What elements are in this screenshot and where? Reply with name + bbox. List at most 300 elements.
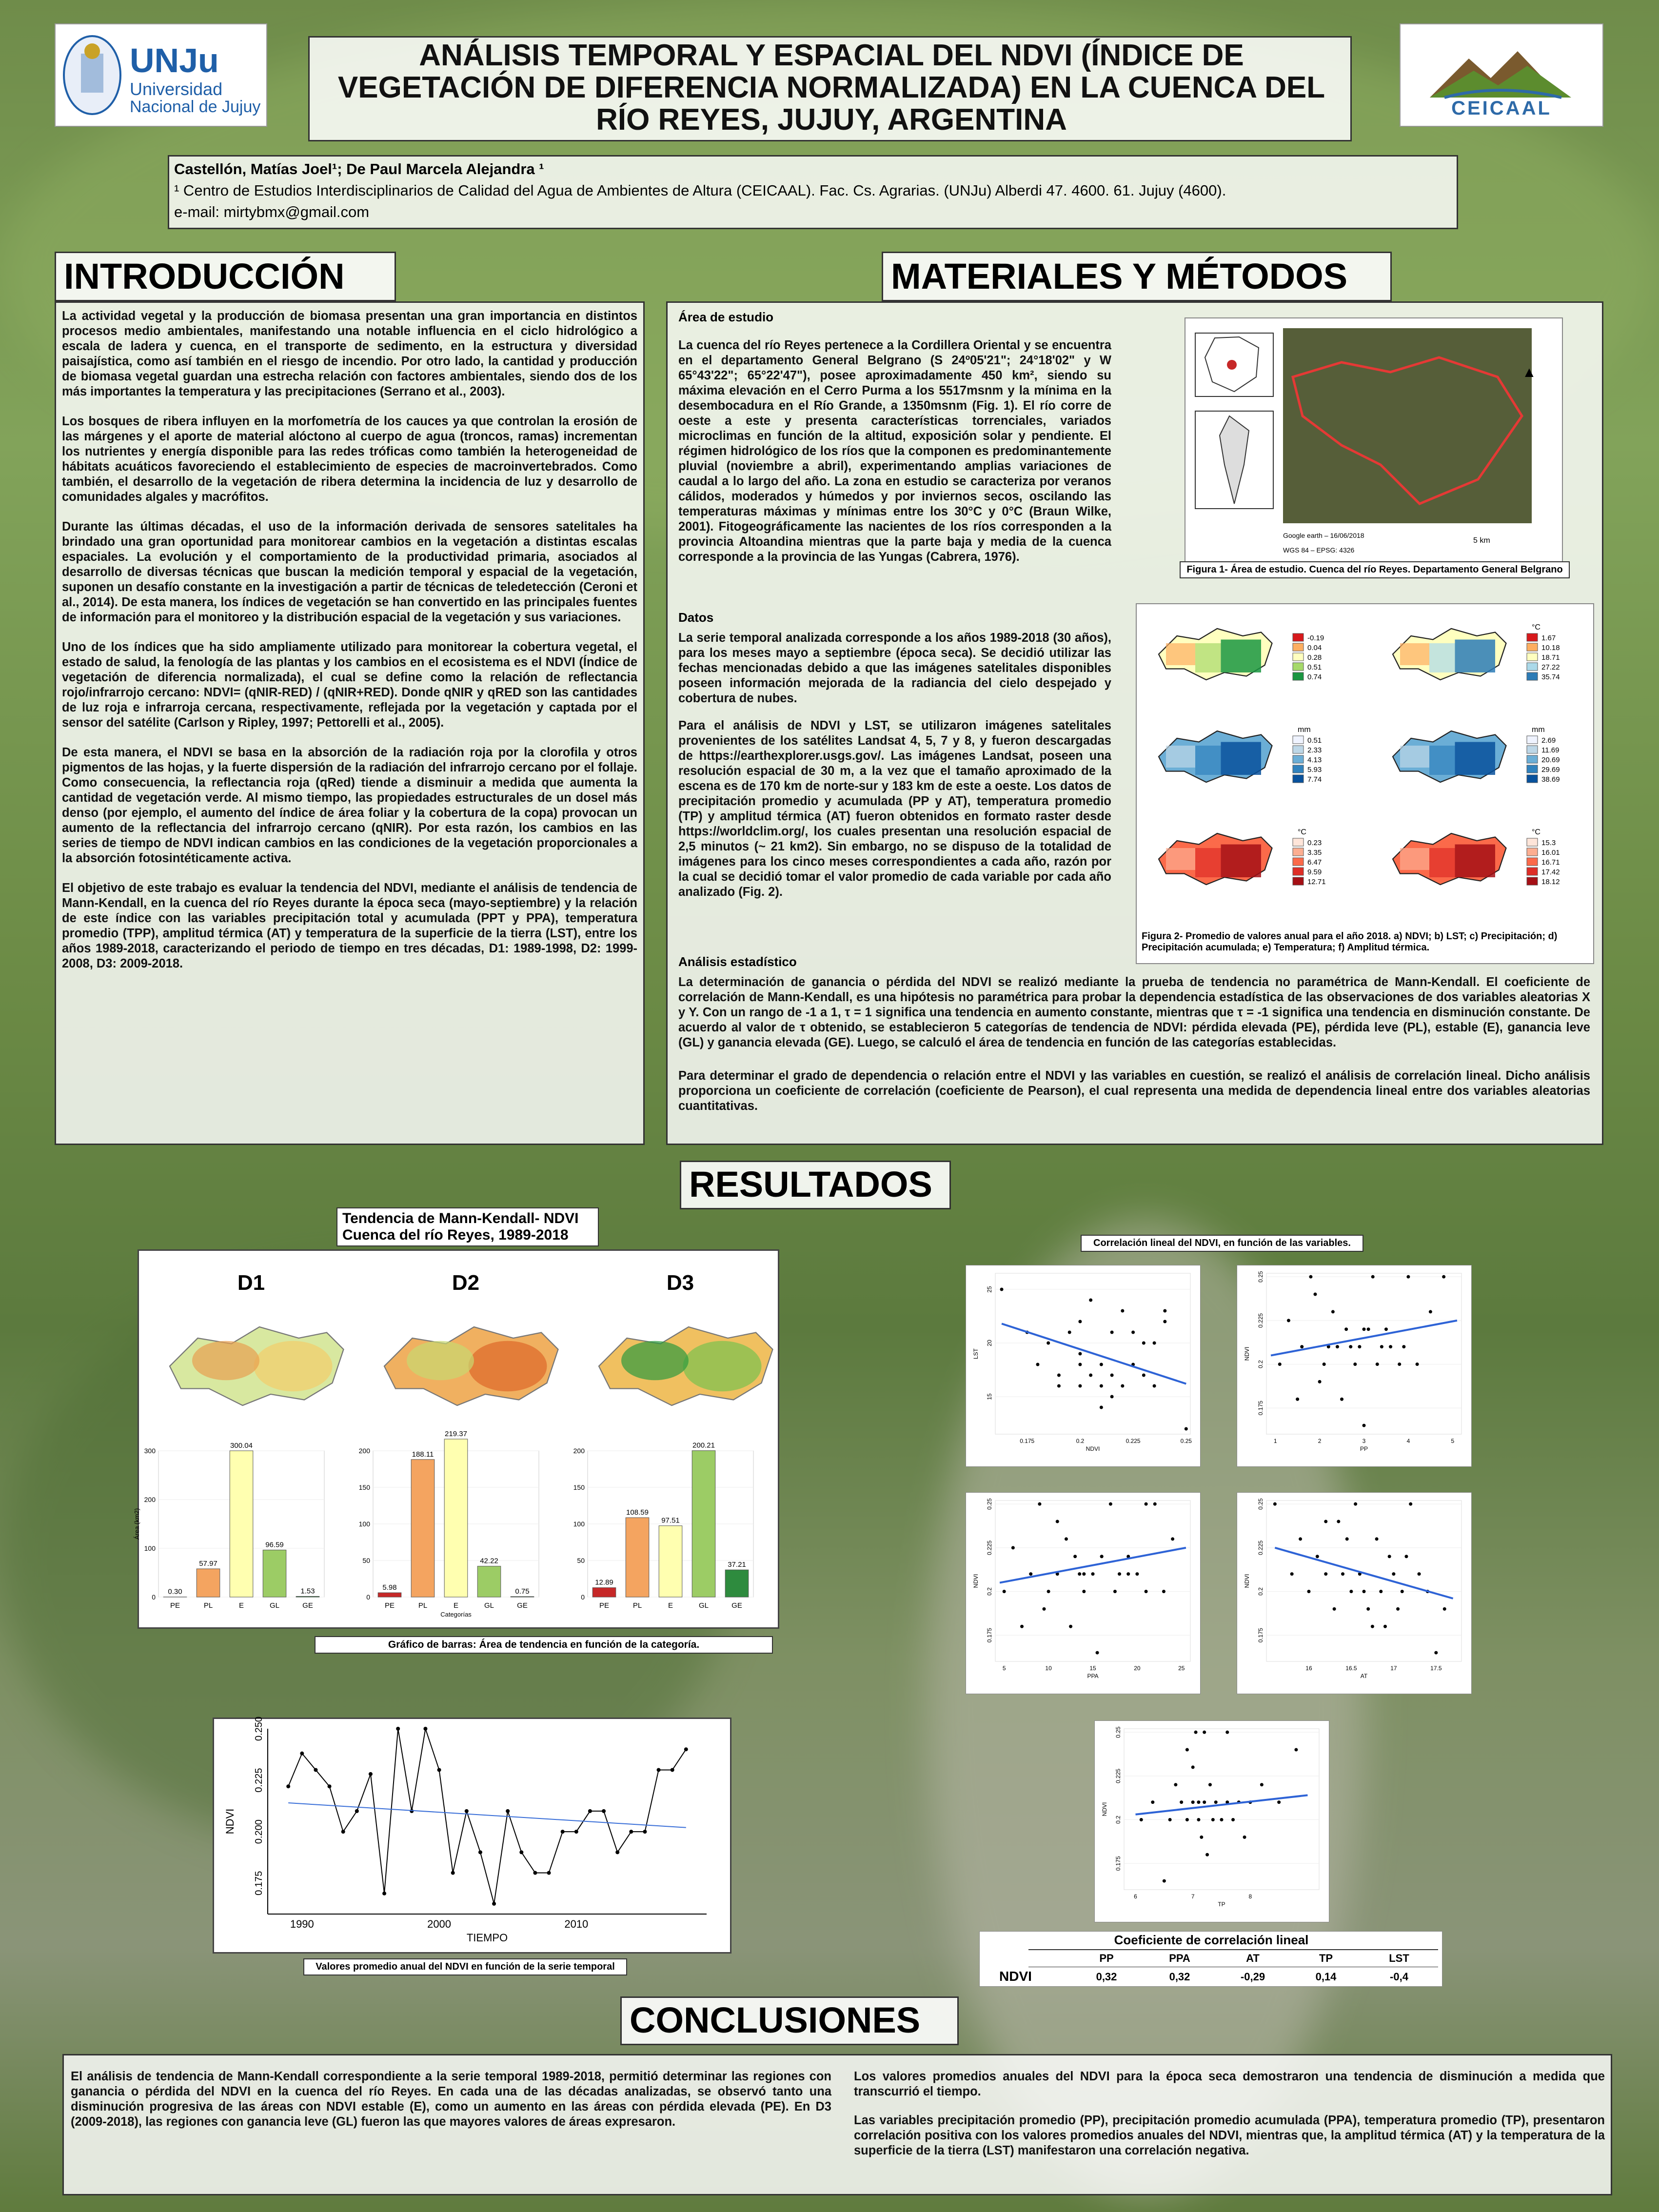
fig2-legend-swatch — [1293, 877, 1304, 885]
scatter-point — [1323, 1363, 1326, 1366]
scatter-point — [1363, 1327, 1366, 1331]
scatter-point — [1151, 1800, 1154, 1804]
bar-value-label: 42.22 — [480, 1557, 498, 1565]
scatter-point — [1110, 1331, 1114, 1334]
scatter-point — [1225, 1731, 1229, 1734]
bar-ytick: 200 — [573, 1447, 585, 1455]
scatter-point — [1220, 1818, 1224, 1821]
scatter-point — [1388, 1555, 1391, 1558]
fig2-legend-label: 0.51 — [1307, 736, 1322, 745]
bar-value-label: 0.75 — [515, 1587, 530, 1596]
ts-point — [355, 1809, 359, 1813]
fig2-fill-c-1 — [1400, 643, 1429, 665]
results-heading: RESULTADOS — [680, 1161, 951, 1209]
scatter-point — [1287, 1319, 1290, 1322]
fig2-legend-label: 20.69 — [1541, 756, 1560, 764]
fig2-fill-a-2 — [1221, 742, 1262, 775]
mk-bar-charts — [133, 1430, 779, 1626]
scatter-xtick: 15 — [1089, 1665, 1096, 1672]
intro-paragraph-6: El objetivo de este trabajo es evaluar la tendencia del NDVI, mediante el análisis de tendencia de Mann-Kendall, en la cuenca del río Reyes durante la época seca (mayo-septiembre) y la relación de este índice con las variables precipitación total y acumulada (PPT y PPA), temperatura promedio (TPP), amplitud térmica (AT) y temperatura de la superficie de la tierra (LST), entre los años 1989-2018, caracterizando el periodo de tiempo en tres décadas, D1: 1989-1998, D2: 1999-2008, D3: 2009-2018. — [62, 881, 637, 970]
ts-point — [588, 1809, 592, 1813]
scatter-point — [1038, 1502, 1041, 1506]
ts-point — [300, 1752, 304, 1756]
scatter-point — [1384, 1327, 1388, 1331]
corr-value-at: -0,29 — [1240, 1971, 1265, 1983]
scatter-plot-area — [995, 1501, 1190, 1661]
bar-value-label: 108.59 — [626, 1508, 649, 1517]
scatter-xlabel: PPA — [1087, 1673, 1099, 1679]
title-box — [308, 36, 1352, 141]
fig2-fill-b-4 — [1195, 848, 1221, 877]
bar-D1-PL — [197, 1569, 220, 1597]
scatter-point — [1401, 1590, 1404, 1593]
fig2-legend-swatch — [1527, 672, 1538, 680]
fig1-scale: 5 km — [1473, 536, 1490, 545]
scatter-point — [1383, 1625, 1387, 1628]
decade-label-D2: D2 — [452, 1271, 480, 1295]
scatter-point — [1078, 1363, 1082, 1366]
bar-ytick: 300 — [144, 1447, 156, 1455]
ts-ytick: 0.175 — [254, 1871, 264, 1896]
ts-point — [533, 1871, 537, 1875]
fig2-legend-label: 38.69 — [1541, 775, 1560, 784]
fig2-fill-b-0 — [1195, 643, 1221, 672]
scatter-point — [1011, 1546, 1015, 1549]
bar-category-label: GL — [269, 1601, 280, 1610]
bar-ytick: 100 — [573, 1520, 585, 1528]
fig2-legend-label: 16.71 — [1541, 858, 1560, 867]
fig2-legend-label: 18.71 — [1541, 653, 1560, 662]
ts-point — [657, 1768, 661, 1772]
conclusions-box — [62, 2054, 1612, 2195]
fig2-legend-label: 15.3 — [1541, 839, 1556, 847]
corr-header-lst: LST — [1389, 1952, 1409, 1964]
scatter-point — [1153, 1384, 1156, 1388]
ts-point — [465, 1809, 469, 1813]
ndvi-timeseries-chart — [214, 1716, 731, 1953]
scatter-point — [1000, 1288, 1004, 1291]
scatter-ylabel: NDVI — [972, 1574, 979, 1588]
bar-D2-GL — [477, 1566, 501, 1597]
fig2-legend-label: 10.18 — [1541, 644, 1560, 652]
intro-paragraph-3: Durante las últimas décadas, el uso de la información derivada de sensores satelitales ha brindado una gran oportunidad para monitorear cambios en la vegetación a distintas escalas espaciales. La evolución y el comportamiento de la productividad primaria, asociados al desarrollo de diversas técnicas que buscan la medición temporal y espacial de la vegetación, suponen un desafío constante en la investigación a partir de técnicas de teledetección (Ceroni et al., 2014). De esta manera, los índices de vegetación se han convertido en las principales fuentes de información para el monitoreo y la distribución espacial de la vegetación y sus variaciones. — [62, 520, 637, 624]
bar-ytick: 150 — [573, 1483, 585, 1491]
fig2-fill-b-3 — [1429, 746, 1455, 775]
scatter-ytick: 0.2 — [1257, 1587, 1264, 1596]
ts-point — [684, 1747, 688, 1751]
fig2-legend-label: 0.23 — [1307, 839, 1322, 847]
fig2-legend-swatch — [1527, 653, 1538, 661]
bar-ytick: 0 — [581, 1593, 585, 1601]
scatter-point — [1082, 1572, 1086, 1576]
scatter-ytick: 0.25 — [1257, 1271, 1264, 1283]
fig2-fill-a-3 — [1455, 742, 1496, 775]
scatter-point — [1380, 1345, 1383, 1348]
scatter-xtick: 16 — [1305, 1665, 1312, 1672]
scatter-point — [1340, 1398, 1343, 1401]
intro-paragraph-1: La actividad vegetal y la producción de biomasa presentan una gran importancia en distintos procesos medio ambientales, manifestando una notable influencia en el ciclo hidrológico a escala de ladera y cuenca, en el transporte de sedimento, en la estructura y diversidad paisajística, como así también en el riesgo de incendio. Por otro lado, la cantidad y producción de biomasa vegetal guardan una estrecha relación con factores ambientales, siendo dos de los más importantes la temperatura y las precipitaciones (Serrano et al., 2003). — [62, 309, 637, 398]
scatter-xtick: 6 — [1134, 1893, 1137, 1900]
fig2-legend-swatch — [1527, 877, 1538, 885]
scatter-point — [1065, 1537, 1068, 1540]
scatter-xtick: 8 — [1248, 1893, 1252, 1900]
fig2-legend-label: 4.13 — [1307, 756, 1322, 764]
scatter-point — [1214, 1800, 1218, 1804]
unju-logo — [55, 23, 267, 127]
scatter-point — [1379, 1590, 1382, 1593]
scatter-xtick: 0.225 — [1126, 1438, 1141, 1444]
bar-category-label: E — [238, 1601, 244, 1610]
bar-D3-PE — [592, 1588, 616, 1597]
scatter-point — [1307, 1590, 1310, 1593]
scatter-point — [1082, 1590, 1086, 1593]
scatter-xlabel: TP — [1218, 1901, 1225, 1908]
scatter-ytick: 0.225 — [1257, 1313, 1264, 1328]
bar-category-label: GL — [484, 1601, 494, 1610]
scatter-point — [1020, 1625, 1024, 1628]
fig2-fill-b-2 — [1195, 746, 1221, 775]
scatter-point — [1089, 1299, 1092, 1302]
scatter-point — [1197, 1800, 1200, 1804]
ts-point — [561, 1830, 565, 1834]
page-title: ANÁLISIS TEMPORAL Y ESPACIAL DEL NDVI (ÍNDICE DE VEGETACIÓN DE DIFERENCIA NORMALIZADA) EN LA CUENCA DEL RÍO REYES, JUJUY, ARGENTINA — [337, 39, 1325, 137]
mk-title: Tendencia de Mann-Kendall- NDVI Cuenca del río Reyes, 1989-2018 — [336, 1207, 599, 1246]
conclusion-left: El análisis de tendencia de Mann-Kendall correspondiente a la serie temporal 1989-2018, permitió determinar las regiones con ganancia o pérdida del NDVI en la cuenca del río Reyes. En cada una de las décadas analizadas, se observó tanto una disminución progresiva de las áreas con NDVI estable (E), como un aumento en las áreas con pérdida elevada (PE). En D3 (2009-2018), las regiones con ganancia leve (GL) fueron las que mayores valores de áreas expresaron. — [71, 2070, 831, 2129]
scatter-plot-area — [1266, 1501, 1462, 1661]
scatter-point — [1290, 1572, 1294, 1576]
fig2-map-2 — [1159, 731, 1272, 782]
fig2-map-5 — [1393, 833, 1506, 885]
fig2-legend-swatch — [1527, 775, 1538, 783]
fig2-legend-label: 35.74 — [1541, 673, 1560, 681]
bar-D3-GE — [725, 1570, 749, 1597]
scatter-ytick: 0.175 — [1257, 1401, 1264, 1416]
scatter-xtick: 5 — [1002, 1665, 1006, 1672]
fig2-legend-label: 6.47 — [1307, 858, 1322, 867]
scatter-point — [1273, 1502, 1277, 1506]
ts-xlabel: TIEMPO — [466, 1932, 508, 1944]
ts-point — [369, 1772, 373, 1776]
bar-category-label: PL — [203, 1601, 213, 1610]
affiliation: ¹ Centro de Estudios Interdisciplinarios de Calidad del Agua de Ambientes de Altura (CEICAAL). Fac. Cs. Agrarias. (UNJu) Alberdi 47. 4600. 61. Jujuy (4600). — [174, 182, 1226, 199]
ts-point — [506, 1809, 510, 1813]
scatter-point — [1300, 1345, 1304, 1348]
scatter-point — [1110, 1395, 1114, 1399]
scatter-ytick: 0.25 — [986, 1498, 993, 1510]
ts-point — [492, 1902, 496, 1906]
scatter-point — [1404, 1555, 1408, 1558]
fig2-legend-label: -0.19 — [1307, 634, 1324, 642]
scatter-point — [1100, 1384, 1103, 1388]
scatter-point — [1349, 1590, 1353, 1593]
scatter-point — [1416, 1363, 1419, 1366]
scatter-point — [1208, 1783, 1212, 1786]
scatter-ytick: 0.2 — [986, 1587, 993, 1596]
scatter-point — [1109, 1502, 1112, 1506]
fig2-legend-label: 18.12 — [1541, 878, 1560, 886]
decade-label-D3: D3 — [666, 1271, 694, 1295]
scatter-tp — [1094, 1720, 1329, 1922]
scatter-point — [1194, 1731, 1198, 1734]
fig2-legend-label: 0.51 — [1307, 663, 1322, 672]
scatter-point — [1163, 1309, 1166, 1313]
ts-ytick: 0.200 — [254, 1819, 264, 1844]
fig1-credit: Google earth – 16/06/2018 — [1283, 532, 1364, 539]
scatter-xtick: 0.25 — [1180, 1438, 1192, 1444]
stats-text-1: La determinación de ganancia o pérdida del NDVI se realizó mediante la prueba de tendencia no paramétrica de Mann-Kendall. El coeficiente de correlación de Mann-Kendall, es una hipótesis no paramétrica para probar la dependencia estadística de las observaciones de dos variables aleatorias X y Y. Con un rango de -1 a 1, τ = 1 significa una tendencia en aumento constante, mientras que τ = -1 significa una tendencia en disminución constante. De acuerdo al valor de τ obtenido, se establecieron 5 categorías de tendencia de NDVI: pérdida elevada (PE), pérdida leve (PL), estable (E), ganancia leve (GL) y ganancia elevada (GE). Luego, se calculó el área de tendencia en función de las categorías establecidas. — [678, 975, 1590, 1049]
scatter-point — [1163, 1879, 1166, 1883]
corr-value-pp: 0,32 — [1096, 1971, 1117, 1983]
fig2-legend-swatch — [1293, 653, 1304, 661]
scatter-point — [1089, 1374, 1092, 1377]
scatter-point — [1203, 1800, 1206, 1804]
fig2-legend-swatch — [1293, 868, 1304, 875]
fig2-map-4 — [1159, 833, 1272, 885]
bar-category-label: PE — [170, 1601, 180, 1610]
fig2-legend-swatch — [1293, 663, 1304, 671]
scatter-point — [1056, 1520, 1059, 1523]
scatter-point — [1371, 1275, 1375, 1279]
corr-value-tp: 0,14 — [1315, 1971, 1337, 1983]
scatter-point — [1316, 1555, 1319, 1558]
fig2-legend-swatch — [1293, 633, 1304, 641]
bar-D1-GL — [263, 1550, 286, 1597]
fig2-legend-label: 2.33 — [1307, 746, 1322, 754]
scatter-point — [1203, 1731, 1206, 1734]
figure-2-maps — [1137, 604, 1593, 916]
bar-xlabel: Categorías — [440, 1611, 472, 1618]
fig2-legend-swatch — [1293, 858, 1304, 866]
scatter-point — [1243, 1836, 1246, 1839]
scatter-xtick: 7 — [1191, 1893, 1195, 1900]
fig2-legend-swatch — [1527, 736, 1538, 744]
scatter-xtick: 0.175 — [1020, 1438, 1035, 1444]
fig2-legend-label: 5.93 — [1307, 766, 1322, 774]
fig2-fill-a-5 — [1455, 845, 1496, 878]
fig2-fill-b-1 — [1429, 643, 1455, 672]
scatter-point — [1100, 1363, 1103, 1366]
fig2-fill-c-3 — [1400, 746, 1429, 768]
decade-label-D1: D1 — [237, 1271, 265, 1295]
fig2-legend-label: 0.04 — [1307, 644, 1322, 652]
scatter-point — [1231, 1818, 1235, 1821]
scatter-point — [1078, 1352, 1082, 1356]
scatter-point — [1324, 1572, 1327, 1576]
bar-value-label: 219.37 — [445, 1430, 467, 1438]
fig2-legend-unit-2: mm — [1298, 726, 1311, 734]
scatter-point — [1073, 1555, 1077, 1558]
fig2-fill-b-5 — [1429, 848, 1455, 877]
scatter-point — [1191, 1765, 1195, 1769]
mk-zone-a-D3 — [683, 1341, 762, 1392]
scatter-point — [1171, 1537, 1174, 1540]
fig2-legend-swatch — [1527, 633, 1538, 641]
ts-point — [547, 1871, 551, 1875]
scatter-point — [1121, 1384, 1124, 1388]
scatter-point — [1078, 1572, 1081, 1576]
bar-D3-E — [659, 1526, 682, 1597]
scatter-point — [1389, 1345, 1392, 1348]
datos-text-2: Para el análisis de NDVI y LST, se utilizaron imágenes satelitales provenientes de los satélites Landsat 4, 5, 7 y 8, y fueron descargadas de https://earthexplorer.usgs.gov/. Las imágenes Landsat, poseen una resolución espacial de 30 m, a la vez que el tamaño aproximado de la escena es de 170 km de norte-sur y 183 km de este a oeste. Los datos de precipitación promedio y acumulada (PP y AT), temperatura promedio (TP) y amplitud térmica (AT) fueron obtenidos en formato raster desde https://worldclim.org/, los cuales presentan una resolución espacial de 2,5 minutos (~ 21 km2). Sin embargo, no se dispuso de la totalidad de imágenes para los cinco meses correspondientes a cada año, razón por la cual se decidió tomar el valor promedio de cada variable por cada año analizado (Fig. 2). — [678, 719, 1111, 899]
scatter-point — [1185, 1818, 1189, 1821]
scatter-point — [1211, 1818, 1215, 1821]
scatter-point — [1363, 1590, 1366, 1593]
datos-text-1: La serie temporal analizada corresponde a los años 1989-2018 (30 años), para los meses mayo a septiembre (época seca). Se decidió utilizar las fechas mencionadas debido a que las imágenes satelitales disponibles poseen información mejorada de la radiancia del cielo despejado y cobertura de nubes. — [678, 631, 1111, 705]
bar-value-label: 12.89 — [595, 1578, 613, 1587]
scatter-point — [1345, 1537, 1349, 1540]
scatter-point — [1371, 1625, 1374, 1628]
mk-map-D2 — [384, 1327, 558, 1405]
bar-caption: Gráfico de barras: Área de tendencia en función de la categoría. — [315, 1636, 773, 1654]
bar-category-label: GL — [698, 1601, 709, 1610]
fig2-map-0 — [1159, 629, 1272, 680]
fig2-legend-swatch — [1293, 775, 1304, 783]
scatter-xtick: 20 — [1134, 1665, 1141, 1672]
scatter-point — [1096, 1651, 1099, 1655]
fig2-fill-c-0 — [1166, 643, 1195, 665]
fig1-crs: WGS 84 – EPSG: 4326 — [1283, 546, 1355, 554]
scatter-plot-area — [1266, 1273, 1462, 1434]
scatter-xtick: 5 — [1451, 1438, 1455, 1444]
scatter-point — [1191, 1800, 1195, 1804]
scatter-ylabel: NDVI — [1244, 1346, 1250, 1361]
scatter-xtick: 2 — [1318, 1438, 1322, 1444]
scatter-point — [1100, 1406, 1103, 1409]
scatter-point — [1318, 1380, 1322, 1383]
bar-ytick: 0 — [366, 1593, 370, 1601]
scatter-xlabel: AT — [1360, 1673, 1368, 1679]
scatter-xtick: 17 — [1390, 1665, 1397, 1672]
bar-D3-PL — [626, 1518, 649, 1597]
intro-box — [55, 301, 645, 1145]
scatter-ytick: 15 — [986, 1393, 993, 1400]
scatter-point — [1069, 1625, 1072, 1628]
ts-point — [341, 1830, 345, 1834]
bar-D3-GL — [692, 1451, 715, 1597]
ts-point — [423, 1727, 427, 1731]
scatter-point — [1375, 1537, 1379, 1540]
north-arrow-icon: ▲ — [1522, 364, 1537, 380]
scatter-point — [1036, 1363, 1039, 1366]
scatter-point — [1409, 1502, 1412, 1506]
scatter-point — [1174, 1783, 1177, 1786]
ts-point — [314, 1768, 317, 1772]
mk-map-D1 — [170, 1327, 344, 1405]
scatter-ytick: 0.175 — [1115, 1856, 1122, 1871]
scatter-xtick: 16.5 — [1345, 1665, 1357, 1672]
scatter-ytick: 0.225 — [1115, 1768, 1122, 1783]
figure-1-map — [1185, 317, 1563, 566]
bar-category-label: PE — [384, 1601, 395, 1610]
fig2-legend-label: 7.74 — [1307, 775, 1322, 784]
scatter-point — [1140, 1818, 1143, 1821]
ts-point — [574, 1830, 578, 1834]
bar-ytick: 100 — [358, 1520, 370, 1528]
fig2-legend-swatch — [1527, 848, 1538, 856]
bar-value-label: 57.97 — [199, 1560, 217, 1568]
scatter-point — [1331, 1310, 1335, 1313]
conclusion-right-1: Los valores promedios anuales del NDVI para la época seca demostraron una tendencia de disminución a medida que transcurrió el tiempo. — [854, 2070, 1605, 2098]
scatter-point — [1309, 1275, 1312, 1279]
conclusions-heading: CONCLUSIONES — [620, 1996, 959, 2045]
bar-value-label: 0.30 — [168, 1587, 182, 1596]
unju-logo-line1: Universidad — [130, 79, 223, 99]
scatter-point — [1153, 1502, 1157, 1506]
scatter-point — [1205, 1853, 1209, 1856]
scatter-point — [1363, 1424, 1366, 1427]
mann-kendall-panel — [133, 1249, 779, 1650]
bar-category-label: E — [668, 1601, 673, 1610]
scatter-xtick: 25 — [1178, 1665, 1185, 1672]
bar-value-label: 300.04 — [230, 1441, 253, 1450]
scatter-xtick: 4 — [1406, 1438, 1410, 1444]
scatter-xtick: 1 — [1273, 1438, 1277, 1444]
bar-category-label: PE — [599, 1601, 610, 1610]
conclusion-right-2: Las variables precipitación promedio (PP), precipitación promedio acumulada (PPA), temperatura promedio (TP), presentaron correlación positiva con los valores promedios anuales del NDVI, mientras que, la amplitud térmica (AT) y la temperatura de la superficie de la tierra (LST) manifestaron una correlación negativa. — [854, 2113, 1605, 2157]
scatter-point — [1406, 1275, 1410, 1279]
scatter-ytick: 0.25 — [1115, 1726, 1122, 1738]
scatter-point — [1392, 1572, 1395, 1576]
scatter-point — [1145, 1590, 1148, 1593]
scatter-ytick: 0.2 — [1115, 1816, 1122, 1824]
scatter-ytick: 20 — [986, 1340, 993, 1346]
bar-ytick: 100 — [144, 1544, 156, 1552]
fig2-legend-swatch — [1293, 765, 1304, 773]
fig2-legend-swatch — [1293, 746, 1304, 753]
scatter-ytick: 0.175 — [1257, 1628, 1264, 1643]
ts-ylabel: NDVI — [224, 1808, 236, 1835]
ts-point — [602, 1809, 606, 1813]
fig2-legend-label: 17.42 — [1541, 868, 1560, 876]
bar-category-label: PL — [418, 1601, 428, 1610]
bar-value-label: 97.51 — [661, 1516, 680, 1525]
scatter-point — [1358, 1345, 1361, 1348]
ts-point — [643, 1830, 647, 1834]
scatter-point — [1121, 1309, 1124, 1313]
fig2-legend-swatch — [1527, 868, 1538, 875]
unju-logo-line2: Nacional de Jujuy — [130, 98, 261, 116]
bar-D2-PL — [411, 1460, 434, 1597]
fig2-legend-swatch — [1527, 746, 1538, 753]
ts-point — [382, 1892, 386, 1896]
fig2-legend-swatch — [1527, 858, 1538, 866]
ts-point — [519, 1850, 523, 1854]
scatter-point — [1200, 1836, 1203, 1839]
ts-point — [286, 1784, 290, 1788]
ts-plot-area — [268, 1729, 707, 1914]
correlation-table — [979, 1931, 1442, 1987]
scatter-point — [1145, 1502, 1148, 1506]
fig2-legend-unit-1: °C — [1532, 623, 1540, 632]
scatter-ppa — [966, 1492, 1201, 1694]
ts-xtick: 2010 — [564, 1918, 589, 1930]
figure-2 — [1136, 603, 1594, 964]
fig2-legend-swatch — [1527, 643, 1538, 651]
fig2-legend-swatch — [1293, 643, 1304, 651]
fig2-legend-label: 11.69 — [1541, 746, 1560, 754]
scatter-point — [1043, 1607, 1046, 1611]
area-text: La cuenca del río Reyes pertenece a la Cordillera Oriental y se encuentra en el departamento General Belgrano (S 24º05'21"; 24°18'02" y W 65°43'22"; 65°22'47"), posee aproximadamente 450 km², siendo su máxima elevación en el Cerro Purma a los 5517msnm y la mínima en la desembocadura en el Río Grande, a 1350msnm (Fig. 1). El río corre de oeste a este y presenta características torrenciales, variados microclimas en función de la altitud, exposición solar y pendiente. El régimen hidrológico de los ríos que la componen es predominantemente pluvial (noviembre a abril), experimentando amplias variaciones de caudal a lo largo del año. La zona en estudio se caracteriza por veranos cálidos, moderados y húmedos y por inviernos secos, oscilando las temperaturas máximas y mínimas entre los 30°C y 0°C (Braun Wilke, 2001). Fitogeográficamente las nacientes de los ríos corresponden a la provincia Altoandina mientras que la parte baja y media de la cuenca corresponde a la provincia de las Yungas (Cabrera, 1976). — [678, 338, 1111, 564]
scatter-point — [1333, 1607, 1336, 1611]
fig2-fill-c-2 — [1166, 746, 1195, 768]
fig2-fill-c-5 — [1400, 848, 1429, 870]
fig2-map-3 — [1393, 731, 1506, 782]
mk-maps — [139, 1251, 779, 1446]
figure-2-caption: Figura 2- Promedio de valores anual para el año 2018. a) NDVI; b) LST; c) Precipitación; d) Precipitación acumulada; e) Temperatura; f) Amplitud térmica. — [1142, 931, 1558, 953]
bar-ytick: 0 — [152, 1593, 156, 1601]
scatter-ylabel: NDVI — [1244, 1574, 1250, 1588]
scatter-xtick: 17.5 — [1430, 1665, 1442, 1672]
